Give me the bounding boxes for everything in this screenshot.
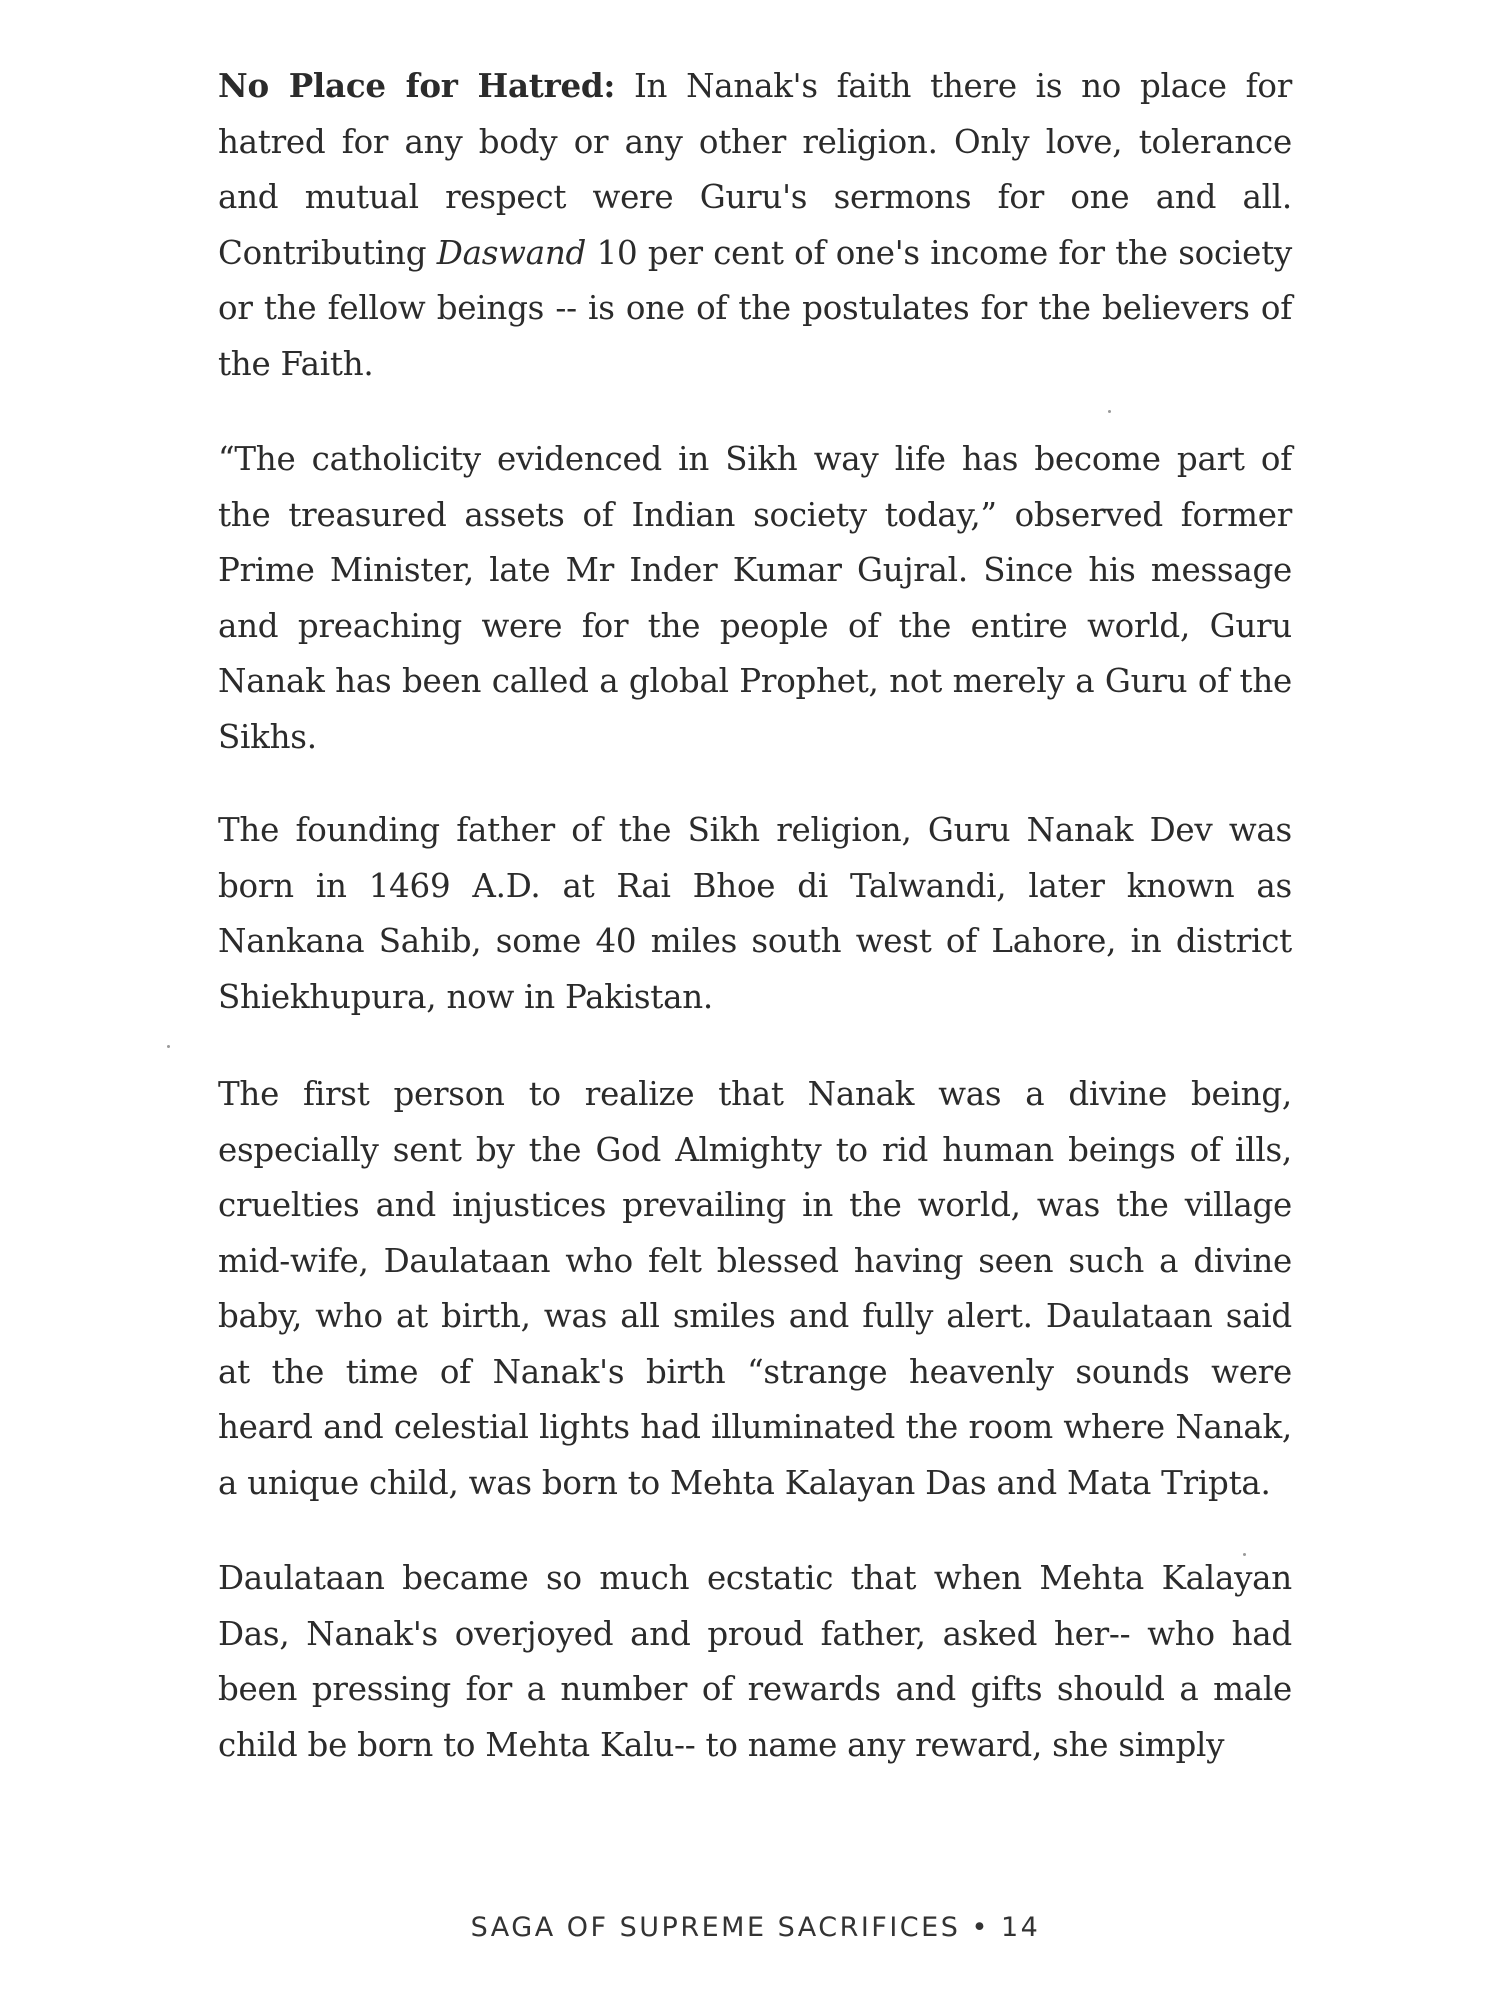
paragraph-text: 10 per cent of one's income for the society or the fellow beings -- is one of the postulates for the believers of the Faith.: [218, 233, 1292, 383]
footer-separator: •: [971, 1912, 990, 1943]
paragraph-text: In Nanak's faith there is no place for hatred for any body or any other religion. Only love, tolerance and mutual respect were Guru's sermons for one and all. Contributing: [218, 67, 1293, 272]
paragraph-daulataan-ecstatic: Daulataan became so much ecstatic that when Mehta Kalayan Das, Nanak's overjoyed and proud father, asked her-- who had been pressing for a number of rewards and gifts should a male child be born to Mehta Kalu-- to name any reward, she simply: [218, 1559, 1292, 1764]
paragraph-catholicity-quote: “The catholicity evidenced in Sikh way life has become part of the treasured assets of Indian society today,” observed former Prime Minister, late Mr Inder Kumar Gujral. Since his message and preaching were for the people of the entire world, Guru Nanak has been called a global Prophet, not merely a Guru of the Sikhs.: [218, 440, 1292, 756]
italic-term: Daswand: [436, 233, 587, 272]
footer-page-number: 14: [1000, 1912, 1041, 1943]
paragraph-heading: No Place for Hatred:: [218, 66, 616, 105]
paragraph-founding-father: The founding father of the Sikh religion, Guru Nanak Dev was born in 1469 A.D. at Rai Bhoe di Talwandi, later known as Nankana Sahib, some 40 miles south west of Lahore, in district Shiekhupura, now in Pakistan.: [218, 811, 1292, 1016]
page-footer: [0, 1912, 1511, 1943]
scan-speck: [167, 1045, 170, 1048]
scan-speck: [1243, 1553, 1246, 1556]
footer-book-title: SAGA OF SUPREME SACRIFICES: [470, 1912, 961, 1943]
paragraph-no-place-for-hatred: [218, 58, 1292, 392]
scan-speck: [1108, 410, 1111, 413]
page-body: [218, 58, 1292, 1813]
paragraph-first-person-realize: The first person to realize that Nanak was a divine being, especially sent by the God Almighty to rid human beings of ills, cruelties and injustices prevailing in the world, was the village mid-wife, Daulataan who felt blessed having seen such a divine baby, who at birth, was all smiles and fully alert. Daulataan said at the time of Nanak's birth “strange heavenly sounds were heard and celestial lights had illuminated the room where Nanak, a unique child, was born to Mehta Kalayan Das and Mata Tripta.: [218, 1075, 1292, 1502]
